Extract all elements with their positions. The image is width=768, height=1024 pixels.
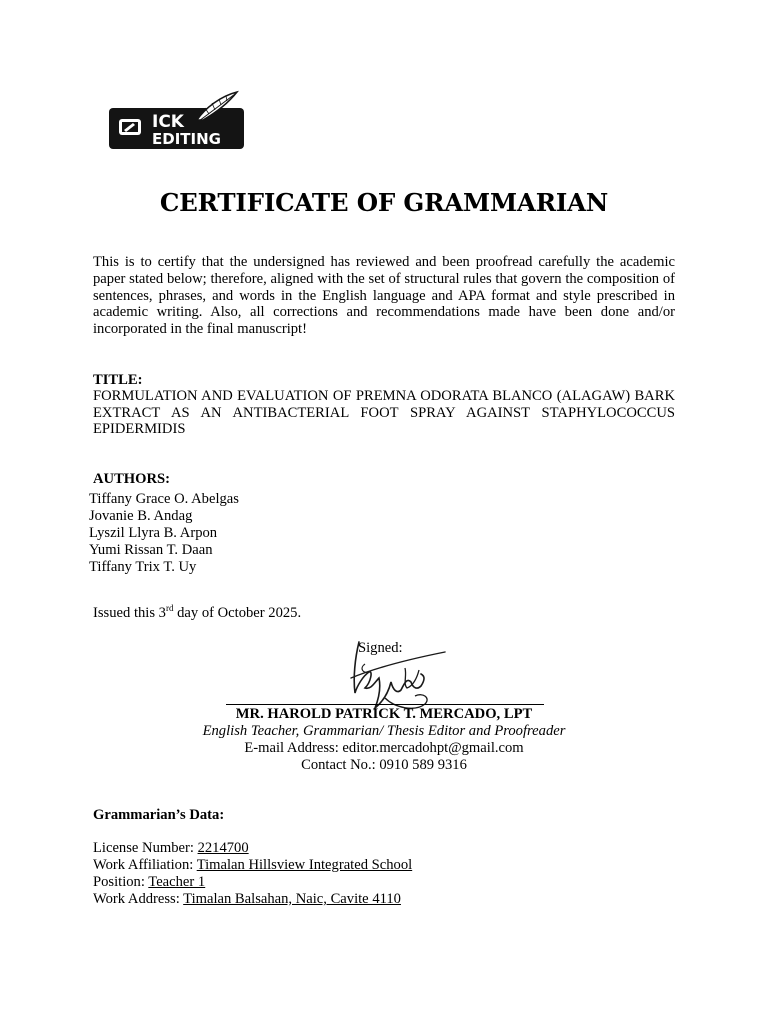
license-row (93, 840, 412, 857)
signer-role: English Teacher, Grammarian/ Thesis Editor and Proofreader (202, 723, 566, 739)
author-item: Jovanie B. Andag (89, 508, 193, 524)
signature-line (226, 704, 544, 705)
grammarian-data-label: Grammarian’s Data: (93, 807, 225, 823)
logo-line1: ICK (152, 112, 184, 132)
work-affiliation: Timalan Hillsview Integrated School (196, 857, 413, 873)
field-label: Work Address: (93, 891, 184, 907)
license-number: 2214700 (197, 840, 249, 856)
position: Teacher 1 (148, 874, 206, 890)
signer-contact: Contact No.: 0910 589 9316 (301, 757, 467, 773)
monitor-icon (119, 119, 141, 135)
grammarian-data (93, 840, 412, 908)
signer-email: E-mail Address: editor.mercadohpt@gmail.com (244, 740, 524, 756)
certificate-title: CERTIFICATE OF GRAMMARIAN (159, 188, 609, 217)
issued-date (93, 605, 301, 622)
field-label: Position: (93, 874, 149, 890)
signed-label: Signed: (358, 640, 403, 656)
issued-text-before: Issued this 3 (93, 605, 166, 621)
signer-block (0, 706, 768, 774)
affiliation-row (93, 857, 412, 874)
issued-text-after: day of October 2025. (173, 605, 302, 621)
author-item: Tiffany Grace O. Abelgas (89, 491, 239, 507)
author-item: Tiffany Trix T. Uy (89, 559, 197, 575)
work-address: Timalan Balsahan, Naic, Cavite 4110 (183, 891, 401, 907)
signer-name: MR. HAROLD PATRICK T. MERCADO, LPT (235, 706, 533, 722)
ordinal-suffix: rd (165, 603, 174, 613)
field-label: License Number: (93, 840, 198, 856)
paper-title: FORMULATION AND EVALUATION OF PREMNA ODORATA BLANCO (ALAGAW) BARK EXTRACT AS AN ANTIBACTERIAL FOOT SPRAY AGAINST STAPHYLOCOCCUS EPIDERMIDIS (93, 388, 675, 438)
field-label: Work Affiliation: (93, 857, 197, 873)
authors-list (89, 491, 239, 576)
authors-label: AUTHORS: (93, 471, 171, 487)
title-label: TITLE: (93, 372, 143, 388)
logo-line2: EDITING (152, 130, 221, 148)
certification-statement: This is to certify that the undersigned has reviewed and been proofread carefully the academic paper stated below; therefore, aligned with the set of structural rules that govern the composition of sentences, phrases, and words in the English language and APA format and style prescribed in academic writing. Also, all corrections and recommendations made have been done and/or incorporated in the final manuscript! (93, 254, 675, 338)
author-item: Yumi Rissan T. Daan (89, 542, 213, 558)
address-row (93, 891, 412, 908)
ick-editing-logo (109, 90, 247, 152)
author-item: Lyszil Llyra B. Arpon (89, 525, 218, 541)
position-row (93, 874, 412, 891)
